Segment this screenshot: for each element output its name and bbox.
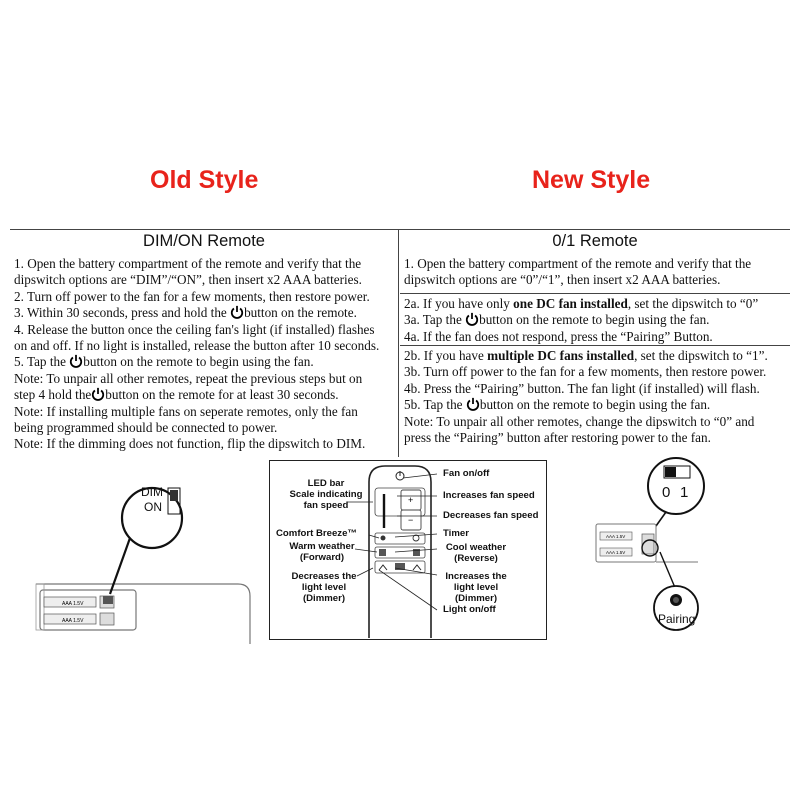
label-light-onoff: Light on/off	[443, 604, 496, 615]
new-section-divider-1	[400, 293, 790, 294]
label-decrease-light: Decreases the light level (Dimmer)	[291, 571, 357, 604]
label-timer: Timer	[443, 528, 469, 539]
power-icon	[230, 305, 244, 319]
label-comfort-breeze: Comfort Breeze™	[276, 528, 358, 539]
battery-label: AAA 1.5V	[62, 601, 84, 607]
multi-fan-instructions: 2b. If you have multiple DC fans installed, set the dipswitch to “1”. 3b. Turn off power to the fan for a few moments, then restore power. 4b. Press the “Pairing” button. The fan light (if installed) will flash. 5b. Tap the button on the remote to begin using the fan. Note: To unpair all other remotes, change the dipswitch to “0” and press the “Pairing” button after restoring power to the fan.	[404, 348, 768, 445]
column-divider	[398, 229, 399, 457]
power-icon	[466, 397, 480, 411]
minus-button-glyph: −	[408, 515, 414, 525]
old-style-title: Old Style	[150, 166, 259, 194]
label-increase-fan-speed: Increases fan speed	[443, 490, 535, 501]
pairing-button-label: Pairing	[658, 612, 696, 626]
battery-label: AAA 1.5V	[606, 534, 626, 539]
label-fan-onoff: Fan on/off	[443, 468, 490, 479]
battery-label: AAA 1.5V	[606, 550, 626, 555]
table-top-border	[10, 229, 790, 230]
battery-label: AAA 1.5V	[62, 618, 84, 624]
label-decrease-fan-speed: Decreases fan speed	[443, 510, 539, 521]
new-dipswitch-zero-label: 0	[662, 484, 671, 501]
single-fan-instructions: 2a. If you have only one DC fan installed, set the dipswitch to “0” 3a. Tap the button on the remote to begin using the fan. 4a. If the fan does not respond, press the “Pairing” Button.	[404, 296, 759, 344]
new-style-title: New Style	[532, 166, 651, 194]
plus-button-glyph: +	[408, 495, 414, 505]
new-remote-battery-diagram	[590, 456, 790, 656]
old-dipswitch-dim-label: DIM	[141, 485, 163, 499]
power-icon	[465, 312, 479, 326]
label-cool-weather: Cool weather (Reverse)	[445, 542, 507, 564]
label-led-bar: LED bar Scale indicating fan speed	[289, 478, 363, 511]
new-intro-instructions: 1. Open the battery compartment of the remote and verify that the dipswitch options are “0”/“1”, then insert x2 AAA batteries.	[404, 256, 752, 288]
old-remote-header: DIM/ON Remote	[143, 232, 265, 250]
label-warm-weather: Warm weather (Forward)	[289, 541, 355, 563]
label-increase-light: Increases the light level (Dimmer)	[445, 571, 507, 604]
new-remote-header: 0/1 Remote	[552, 232, 638, 250]
new-dipswitch-one-label: 1	[680, 484, 689, 501]
old-instructions: 1. Open the battery compartment of the remote and verify that the dipswitch options are “DIM”/“ON”, then insert x2 AAA batteries. 2. Turn off power to the fan for a few moments, then restore power. 3. Within 30 seconds, press and hold the button on the remote. 4. Release the button once the ceiling fan's light (if installed) flashes on and off. If no light is installed, release the button after 10 seconds. 5. Tap the button on the remote to begin using the fan. Note: To unpair all other remotes, repeat the previous steps but on step 4 hold the button on the remote for at least 30 seconds. Note: If installing multiple fans on seperate remotes, only the fan being programmed should be connected to power. Note: If the dimming does not function, flip the dipswitch to DIM.	[14, 256, 380, 452]
old-dipswitch-on-label: ON	[144, 500, 162, 514]
power-icon	[91, 387, 105, 401]
power-icon	[69, 354, 83, 368]
